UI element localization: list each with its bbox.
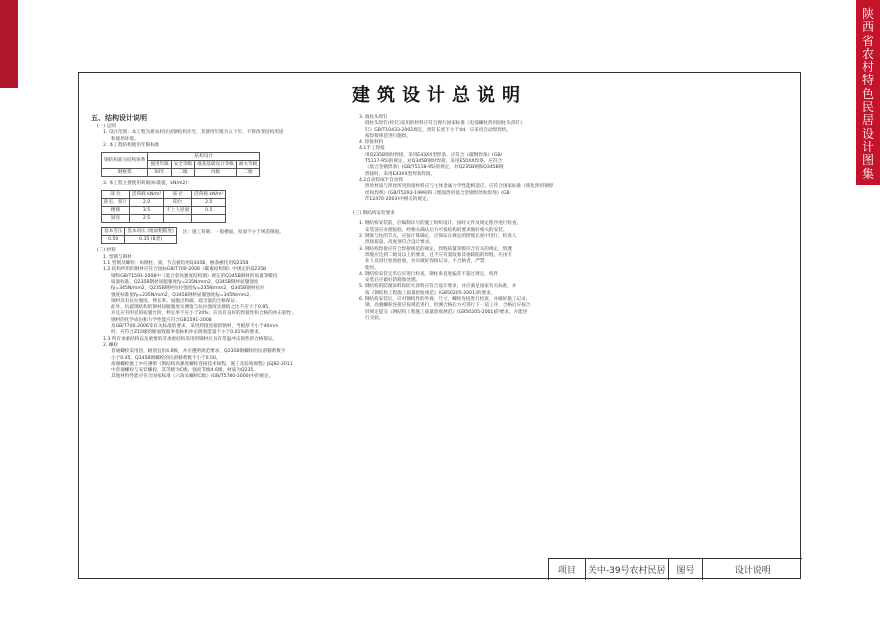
- text-line: 小于0.45，Q345B钢螺栓的抗滑移系数不小于0.50。: [111, 355, 221, 361]
- text-line: 焊缝应达到二级及以上的要求，且不应有裂纹和其他缺陷的焊缝，应由专: [365, 252, 513, 258]
- table-cell: 使用年限: [148, 161, 171, 169]
- sidebar-char: 集: [861, 166, 874, 181]
- sidebar-char: 色: [861, 86, 874, 101]
- table-cell: [164, 215, 192, 223]
- table-cell: 3.5: [129, 207, 163, 215]
- title-block: [548, 558, 802, 580]
- subsection-title: (三) 钢结构安装要求: [353, 211, 395, 217]
- table-cell: 钢框架: [102, 169, 148, 177]
- text-line: 此外，抗震钢结构的钢材屈服强度实测值与抗拉强度实测值之比不应大于0.85，: [111, 305, 273, 311]
- sidebar-char: 村: [861, 60, 874, 75]
- sidebar-char: 居: [861, 113, 874, 128]
- table-cell: 阳台: [164, 199, 192, 207]
- table-cell: 钢结构部分结构体系: [102, 153, 148, 169]
- text-line: 焊丝材质与焊丝所用焊接材料应与主体金属力学性能相适应，应符合国家标准《熔化焊用钢焊: [365, 184, 554, 190]
- text-line: 钢、高强螺栓连接应按规范进行，检测合格后方可进行下一道工序，合格后应按合: [365, 303, 531, 309]
- text-line: 《低合金钢焊条》(GB/T5118-95)的规定，对Q235B钢和Q345B钢: [365, 165, 504, 171]
- text-line: 钉》GB/T10433-2002规定，焊钉长度不小于4d，应采用自动焊焊机，: [365, 127, 511, 133]
- text-line: 1.1 型钢及螺栓：角钢柱、梁、节点板均用Q345B，檩条檩托用Q235B: [103, 261, 249, 267]
- table-cell: 2.5: [129, 215, 163, 223]
- table-header-cell: 部 位: [164, 191, 192, 199]
- table-note: 注：施工荷载：一般楼面，屋面不小于规范限值。: [182, 230, 284, 236]
- text-line: 安装前应办理报验，经相关确认后方可按结构的要求做好相关的安装。: [365, 227, 508, 233]
- table-cell: 地基基础设计等级: [195, 161, 237, 169]
- text-line: 丝和焊剂》(GB/T5293-1999)和《埋弧焊用低合金钢焊丝和焊剂》(GB: [365, 190, 510, 196]
- text-line: 质量标准，Q235B钢材屈服强度fy=235N/mm2，Q345B钢材屈服强度: [111, 279, 259, 285]
- table-cell: 二级: [236, 169, 259, 177]
- text-line: 6. 钢结构安装后，应对钢构件的外观、尺寸、螺栓连接进行检查，并做好施工记录，: [359, 297, 531, 303]
- text-line: 按《钢结构工程施工质量验收规范》(GB50205-2001)的要求。: [365, 290, 496, 296]
- corner-red-strip: [0, 0, 18, 88]
- text-line: 按焊接规范进行施焊。: [365, 133, 411, 139]
- left-column: [91, 113, 343, 381]
- text-line: 1. 钢结构安装前，应编制详尽的施工组织设计，按时文件及规定程序进行检查，: [359, 221, 522, 227]
- drawing-name: 设计说明: [734, 566, 771, 576]
- table-cell: 楼梯: [102, 207, 130, 215]
- text-line: 安装后应做好防腐蚀处理。: [365, 278, 421, 284]
- drawing-frame: [78, 72, 801, 579]
- table-cell: 耐火等级: [236, 161, 259, 169]
- text-line: 1.3 所有承重结构以及重要的非承重结构采用的钢材应具有常温冲击韧性的合格保证。: [103, 336, 278, 342]
- text-line: 用Q235B钢时焊接，采用E43XX型焊条，应符合《碳钢焊条》(GB/: [365, 152, 503, 158]
- right-column: [353, 115, 603, 322]
- table-header-cell: 部 位: [102, 191, 130, 199]
- table-cell: 丙级: [195, 169, 237, 177]
- table-cell: 结构设计: [148, 153, 260, 161]
- sidebar-char: 西: [861, 20, 874, 35]
- text-line: 2. 钢梁与柱的节点，应按计算确定，应保证在规定的焊缝长度中进行，检查人: [359, 234, 517, 240]
- text-line: /T12470-2003)中相关的规定。: [365, 196, 432, 202]
- table-cell: 厨房: [102, 215, 130, 223]
- table-cell: 50年: [148, 169, 171, 177]
- subsection-title: (一) 总则: [97, 124, 116, 129]
- sidebar-char: 民: [861, 100, 874, 115]
- table-header-cell: 基本风压 (地面粗糙度): [125, 228, 176, 236]
- text-line: 和使用环境。: [111, 136, 139, 142]
- text-line: 普通螺栓采用热，级别宜用4.6级，并应遵照规范要求，Q235B钢螺栓的抗滑移系数不: [111, 349, 286, 355]
- text-line: 4. 钢结构安装完毕后应进行检查，钢柱垂直度偏差不超过规定，构件: [359, 271, 499, 277]
- text-line: 钢材具有抗拉强度、伸长率、屈服点和碳、硫含量的合格保证；: [111, 298, 240, 304]
- table-cell: 安全等级: [171, 161, 194, 169]
- table-header-cell: 基本雪压: [102, 228, 125, 236]
- sidebar-char: 农: [861, 46, 874, 61]
- sidebar-char: 计: [861, 139, 874, 154]
- text-line: 4. 焊接材料: [359, 140, 384, 146]
- text-line: 焊接质量，高度须符合设计要求。: [365, 240, 434, 246]
- text-line: 1. 设计范围：本工程为新农村民居钢结构住宅，其使用年限为五十年，不得改变结构用途: [103, 130, 284, 136]
- text-line: 3. 圆柱头焊钉: [359, 115, 388, 120]
- text-line: 焊接时，采用E43XX型焊条焊接。: [365, 171, 436, 177]
- table-cell: 二级: [171, 169, 194, 177]
- text-line: 强度标准值fy=235N/mm2，Q345B钢材屈服强度fy=345N/mm2。: [111, 292, 254, 298]
- table-cell: 0.50: [102, 236, 125, 244]
- project-label: 项目: [549, 559, 586, 580]
- text-line: 高强螺栓施工中应遵照《钢结构高强度螺栓连接技术规程，施工及验收规程》JGJ82-2011: [111, 361, 293, 367]
- sidebar-char: 设: [861, 126, 874, 141]
- service-life-table: [101, 152, 260, 177]
- sidebar-char: 特: [861, 73, 874, 88]
- text-line: 2. 螺栓: [103, 342, 119, 348]
- text-line: T5117-95)的规定，对Q345B钢时焊接，采用E50XX焊条，应符合: [365, 159, 503, 165]
- sidebar-char: 图: [861, 153, 874, 168]
- snow-wind-table: [101, 227, 177, 244]
- text-line: 时，应符合Z15级的断面收缩率指标和冲击吸收能量不小于0.01%的要求。: [111, 330, 264, 336]
- text-line: 钢和GB/T1591-2008中《低合金高强度结构钢》规定的Q345B钢材的质量等级均: [111, 273, 278, 279]
- text-line: 并且应有明显的屈服台阶，伸长率不应小于20%；应具有良好的焊接性和合格的冲击韧性；: [111, 311, 296, 317]
- text-line: 3. 本工程主要使用荷载(标准值，kN/m2)：: [103, 181, 192, 187]
- table-header-cell: 活荷载 kN/m²: [129, 191, 163, 199]
- text-line: 5. 钢结构的防腐涂料和防火涂料应符合设计要求，并应满足国家有关标准，并: [359, 284, 517, 290]
- text-line: 1.2 结构所用的钢材应符合国标GB/T700-2006《碳素结构钢》中规定的Q235B: [103, 267, 267, 273]
- text-line: 3. 钢结构焊接应符合焊接规范的规定，焊缝质量等级符合有关的规定，熔透: [359, 246, 512, 252]
- table-cell: 2.0: [129, 199, 163, 207]
- text-line: 中普通螺栓与安装螺栓，其等级为C级，强度等级4.6级，材质为Q235。: [111, 368, 258, 374]
- text-line: 同规定提交《钢结构工程施工质量验收规范》(GB50205-2001)的要求，方能进: [365, 309, 528, 315]
- text-line: 圆柱头焊钉(栓钉)采用的材料应符合现行国家标准《电弧螺柱焊用圆柱头焊钉》: [365, 121, 525, 127]
- text-line: 4.2自动焊或半自动焊: [359, 177, 404, 183]
- subsection-title: (二) 材料: [97, 248, 116, 254]
- table-cell: [192, 215, 226, 223]
- text-line: 使用。: [365, 265, 379, 271]
- table-cell: 卧室、客厅: [102, 199, 130, 207]
- text-line: 其他材料性能应符合国家标准《六角头螺栓C级》(GB/T5780-2000)中的规定。: [111, 374, 274, 380]
- text-line: 业人员进行检查验收，并应做好焊接记录，不合格者，严禁: [365, 259, 485, 265]
- text-line: 及GB/T700-2006等有关标准的要求，采用焊接连接的钢材，当板厚不小于40mm: [111, 324, 279, 330]
- table-cell: 0.5: [192, 207, 226, 215]
- sidebar-char: 省: [861, 33, 874, 48]
- table-cell: 不上人屋面: [164, 207, 192, 215]
- text-line: fy=345N/mm2，Q235B钢材抗拉强度fy=235N/mm2，Q345B钢材抗拉: [111, 286, 265, 292]
- text-line: 4.1手工焊接: [359, 146, 385, 152]
- page-title: 建筑设计总说明: [352, 85, 527, 106]
- text-line: 2. 本工程结构使用年限标准: [103, 142, 160, 148]
- load-table: [101, 190, 226, 223]
- section-heading: 五、结构设计说明: [91, 114, 147, 122]
- table-header-cell: 活荷载 kN/m²: [192, 191, 226, 199]
- drawing-number-label: 图号: [669, 559, 704, 580]
- text-line: 行交验。: [365, 315, 384, 321]
- series-title-sidebar: [856, 0, 880, 185]
- sidebar-char: 陕: [861, 7, 874, 21]
- text-line: 钢材的化学成份和力学性能应符合GB1591-2008: [111, 317, 212, 323]
- text-line: 1. 型钢与钢材: [103, 254, 132, 260]
- table-cell: 0.35 (B类): [125, 236, 176, 244]
- project-name: 关中-39号农村民居: [586, 559, 669, 580]
- table-cell: 2.5: [192, 199, 226, 207]
